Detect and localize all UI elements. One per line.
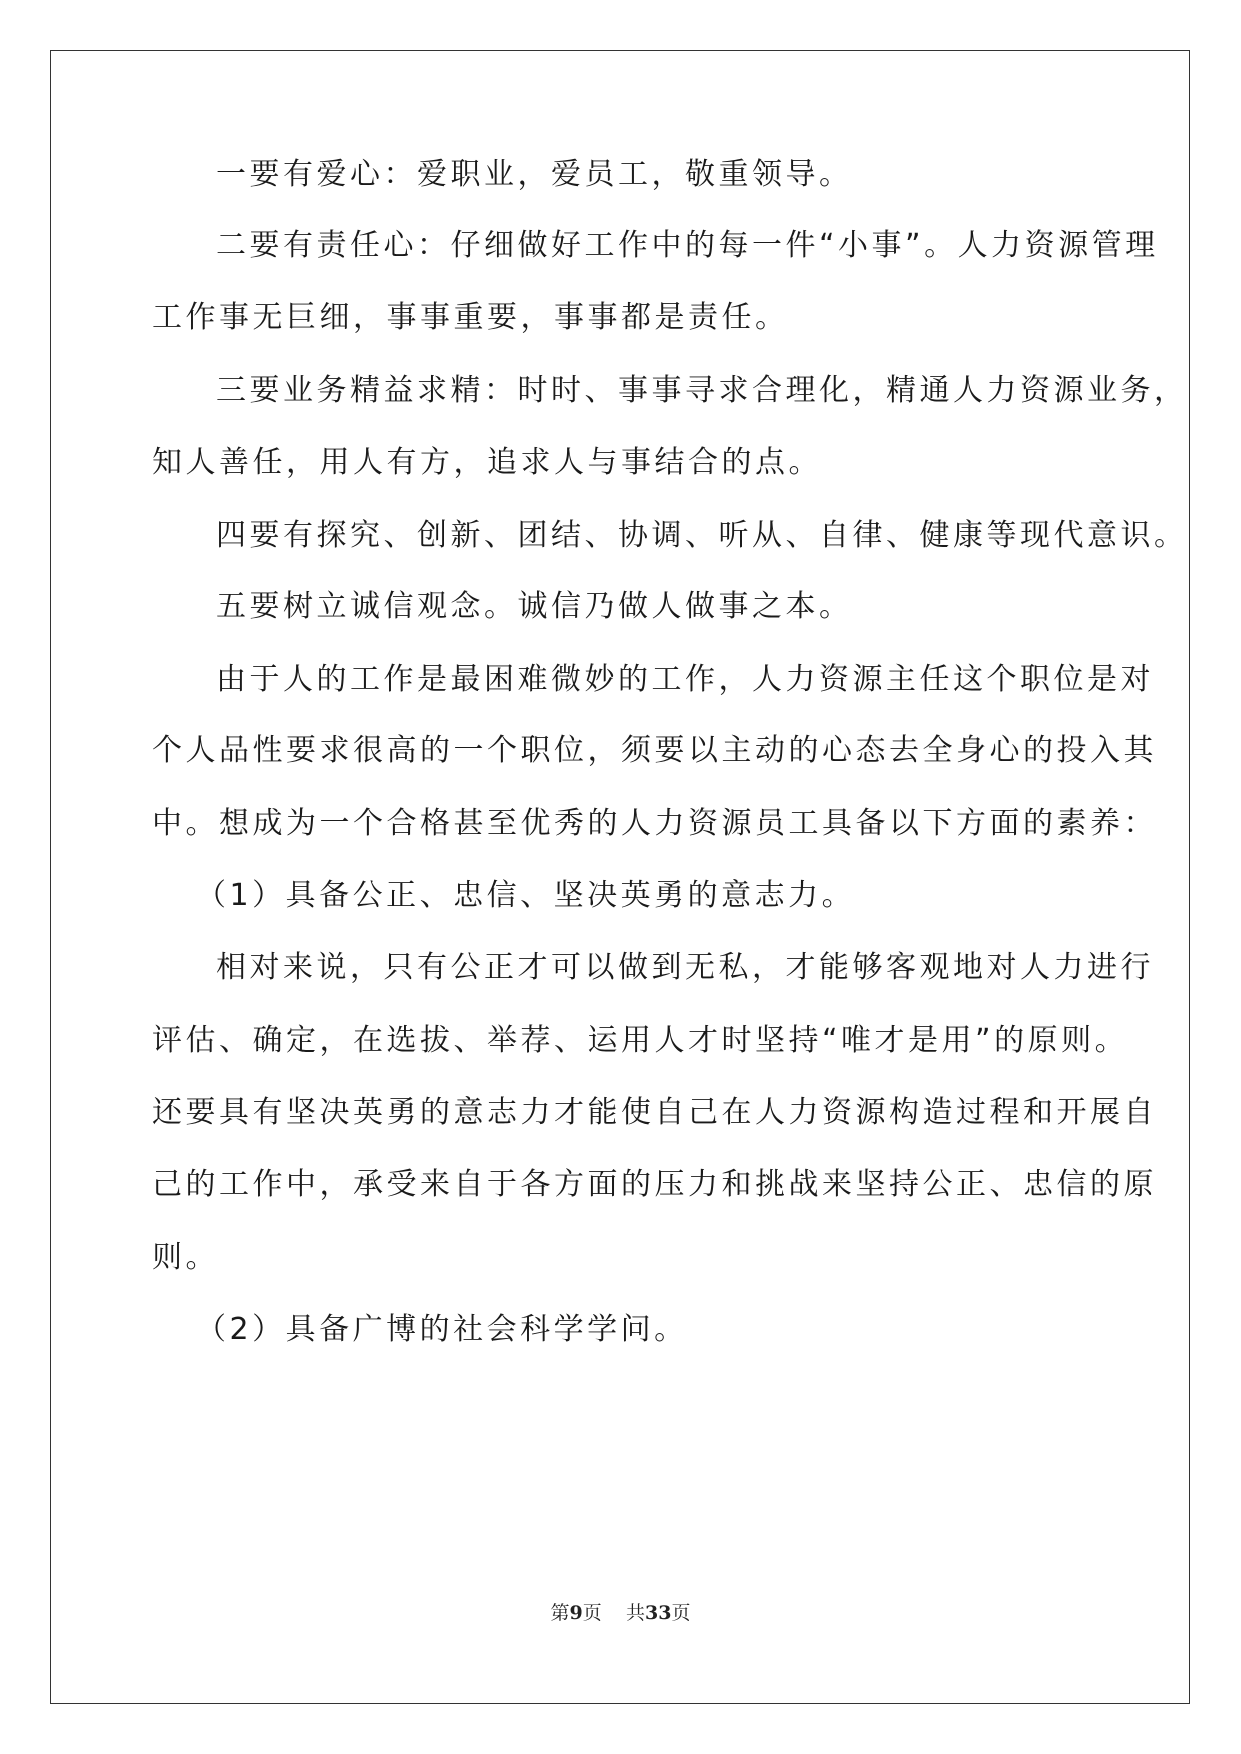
paragraph-line: 相对来说，只有公正才可以做到无私，才能够客观地对人力进行 bbox=[216, 950, 1154, 985]
paragraph-line: 四要有探究、创新、团结、协调、听从、自律、健康等现代意识。 bbox=[216, 518, 1188, 553]
paragraph-line: 评估、确定，在选拔、举荐、运用人才时坚持“唯才是用”的原则。 bbox=[152, 1023, 1129, 1058]
paragraph-line: 二要有责任心：仔细做好工作中的每一件“小事”。人力资源管理 bbox=[216, 228, 1159, 263]
paragraph-line: 己的工作中，承受来自于各方面的压力和挑战来坚持公正、忠信的原 bbox=[152, 1167, 1157, 1202]
footer-total-suffix: 页 bbox=[671, 1602, 691, 1624]
page-number: 9 bbox=[569, 1602, 583, 1624]
paragraph-line: 则。 bbox=[152, 1240, 219, 1275]
footer-prefix: 第 bbox=[550, 1602, 570, 1624]
paragraph-line: 还要具有坚决英勇的意志力才能使自己在人力资源构造过程和开展自 bbox=[152, 1095, 1157, 1130]
paragraph-line: 知人善任，用人有方，追求人与事结合的点。 bbox=[152, 445, 822, 480]
total-pages: 33 bbox=[644, 1602, 672, 1624]
paragraph-line: 一要有爱心：爱职业，爱员工，敬重领导。 bbox=[216, 157, 853, 192]
paragraph-line: 三要业务精益求精：时时、事事寻求合理化，精通人力资源业务， bbox=[216, 373, 1188, 408]
paragraph-line: （2）具备广博的社会科学学问。 bbox=[196, 1312, 688, 1347]
paragraph-line: 工作事无巨细，事事重要，事事都是责任。 bbox=[152, 300, 789, 335]
footer-page-suffix: 页 bbox=[582, 1602, 602, 1624]
paragraph-line: 五要树立诚信观念。诚信乃做人做事之本。 bbox=[216, 589, 853, 624]
paragraph-line: 中。想成为一个合格甚至优秀的人力资源员工具备以下方面的素养： bbox=[152, 806, 1157, 841]
paragraph-line: （1）具备公正、忠信、坚决英勇的意志力。 bbox=[196, 878, 856, 913]
paragraph-line: 个人品性要求很高的一个职位，须要以主动的心态去全身心的投入其 bbox=[152, 733, 1157, 768]
footer-total-prefix: 共 bbox=[625, 1602, 645, 1624]
paragraph-line: 由于人的工作是最困难微妙的工作，人力资源主任这个职位是对 bbox=[216, 662, 1154, 697]
page-footer bbox=[0, 1598, 1241, 1625]
